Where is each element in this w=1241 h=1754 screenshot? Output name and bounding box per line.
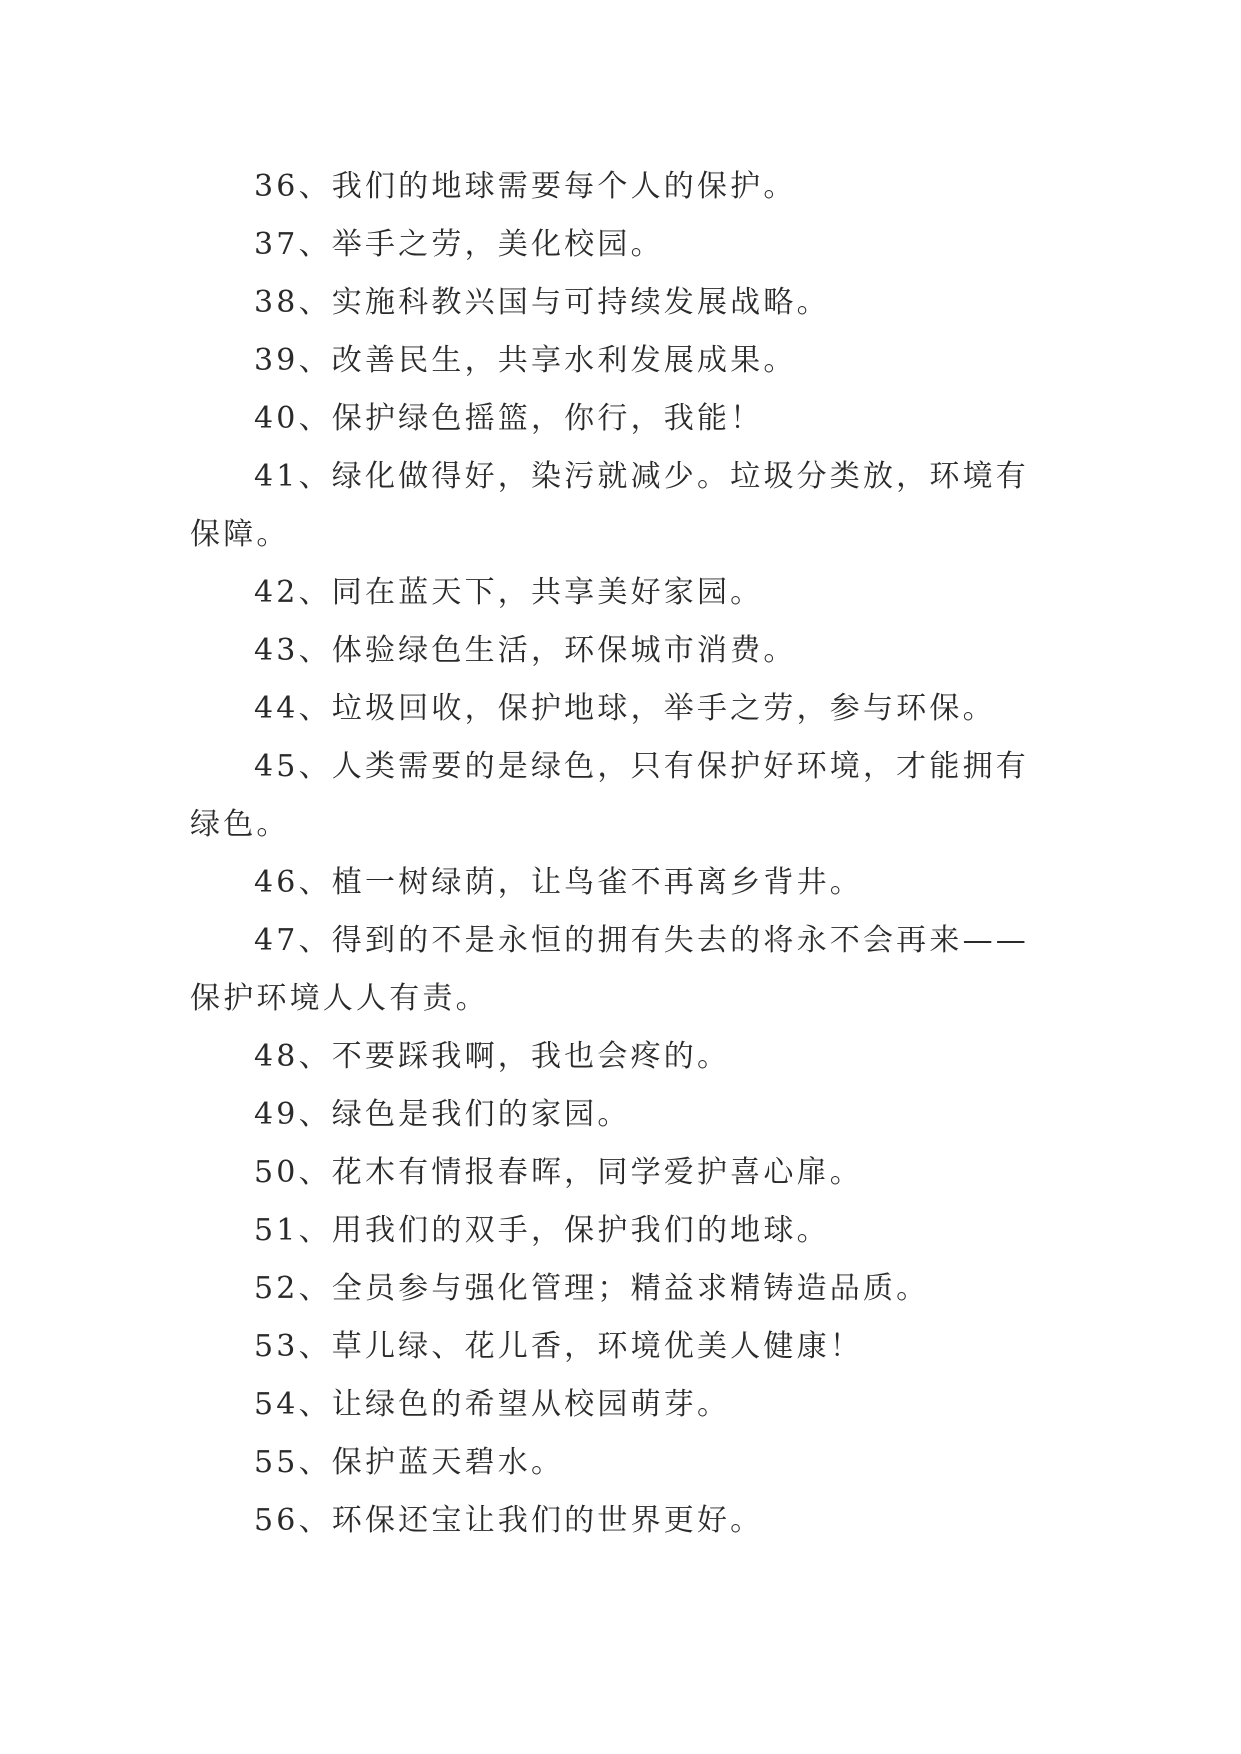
list-item: 42、同在蓝天下，共享美好家园。 xyxy=(254,575,764,610)
list-item: 55、保护蓝天碧水。 xyxy=(254,1445,565,1480)
list-item: 52、全员参与强化管理；精益求精铸造品质。 xyxy=(254,1271,930,1306)
list-item: 46、植一树绿荫，让鸟雀不再离乡背井。 xyxy=(254,865,863,900)
list-item: 49、绿色是我们的家园。 xyxy=(254,1097,631,1132)
document-body xyxy=(190,158,1060,1550)
list-item: 39、改善民生，共享水利发展成果。 xyxy=(254,343,797,378)
list-item: 56、环保还宝让我们的世界更好。 xyxy=(254,1503,764,1538)
list-item: 41、绿化做得好，染污就减少。垃圾分类放，环境有保障。 xyxy=(190,459,1029,552)
list-item: 54、让绿色的希望从校园萌芽。 xyxy=(254,1387,731,1422)
list-item: 51、用我们的双手，保护我们的地球。 xyxy=(254,1213,830,1248)
list-item: 37、举手之劳，美化校园。 xyxy=(254,227,664,262)
list-item: 36、我们的地球需要每个人的保护。 xyxy=(254,169,797,204)
list-item: 50、花木有情报春晖，同学爱护喜心扉。 xyxy=(254,1155,863,1190)
list-item: 45、人类需要的是绿色，只有保护好环境，才能拥有绿色。 xyxy=(190,749,1029,842)
list-item: 38、实施科教兴国与可持续发展战略。 xyxy=(254,285,830,320)
list-item: 47、得到的不是永恒的拥有失去的将永不会再来——保护环境人人有责。 xyxy=(190,923,1029,1016)
list-item: 43、体验绿色生活，环保城市消费。 xyxy=(254,633,797,668)
list-item: 44、垃圾回收，保护地球，举手之劳，参与环保。 xyxy=(254,691,996,726)
list-item: 53、草儿绿、花儿香，环境优美人健康！ xyxy=(254,1329,863,1364)
list-item: 48、不要踩我啊，我也会疼的。 xyxy=(254,1039,731,1074)
list-item: 40、保护绿色摇篮，你行，我能！ xyxy=(254,401,764,436)
